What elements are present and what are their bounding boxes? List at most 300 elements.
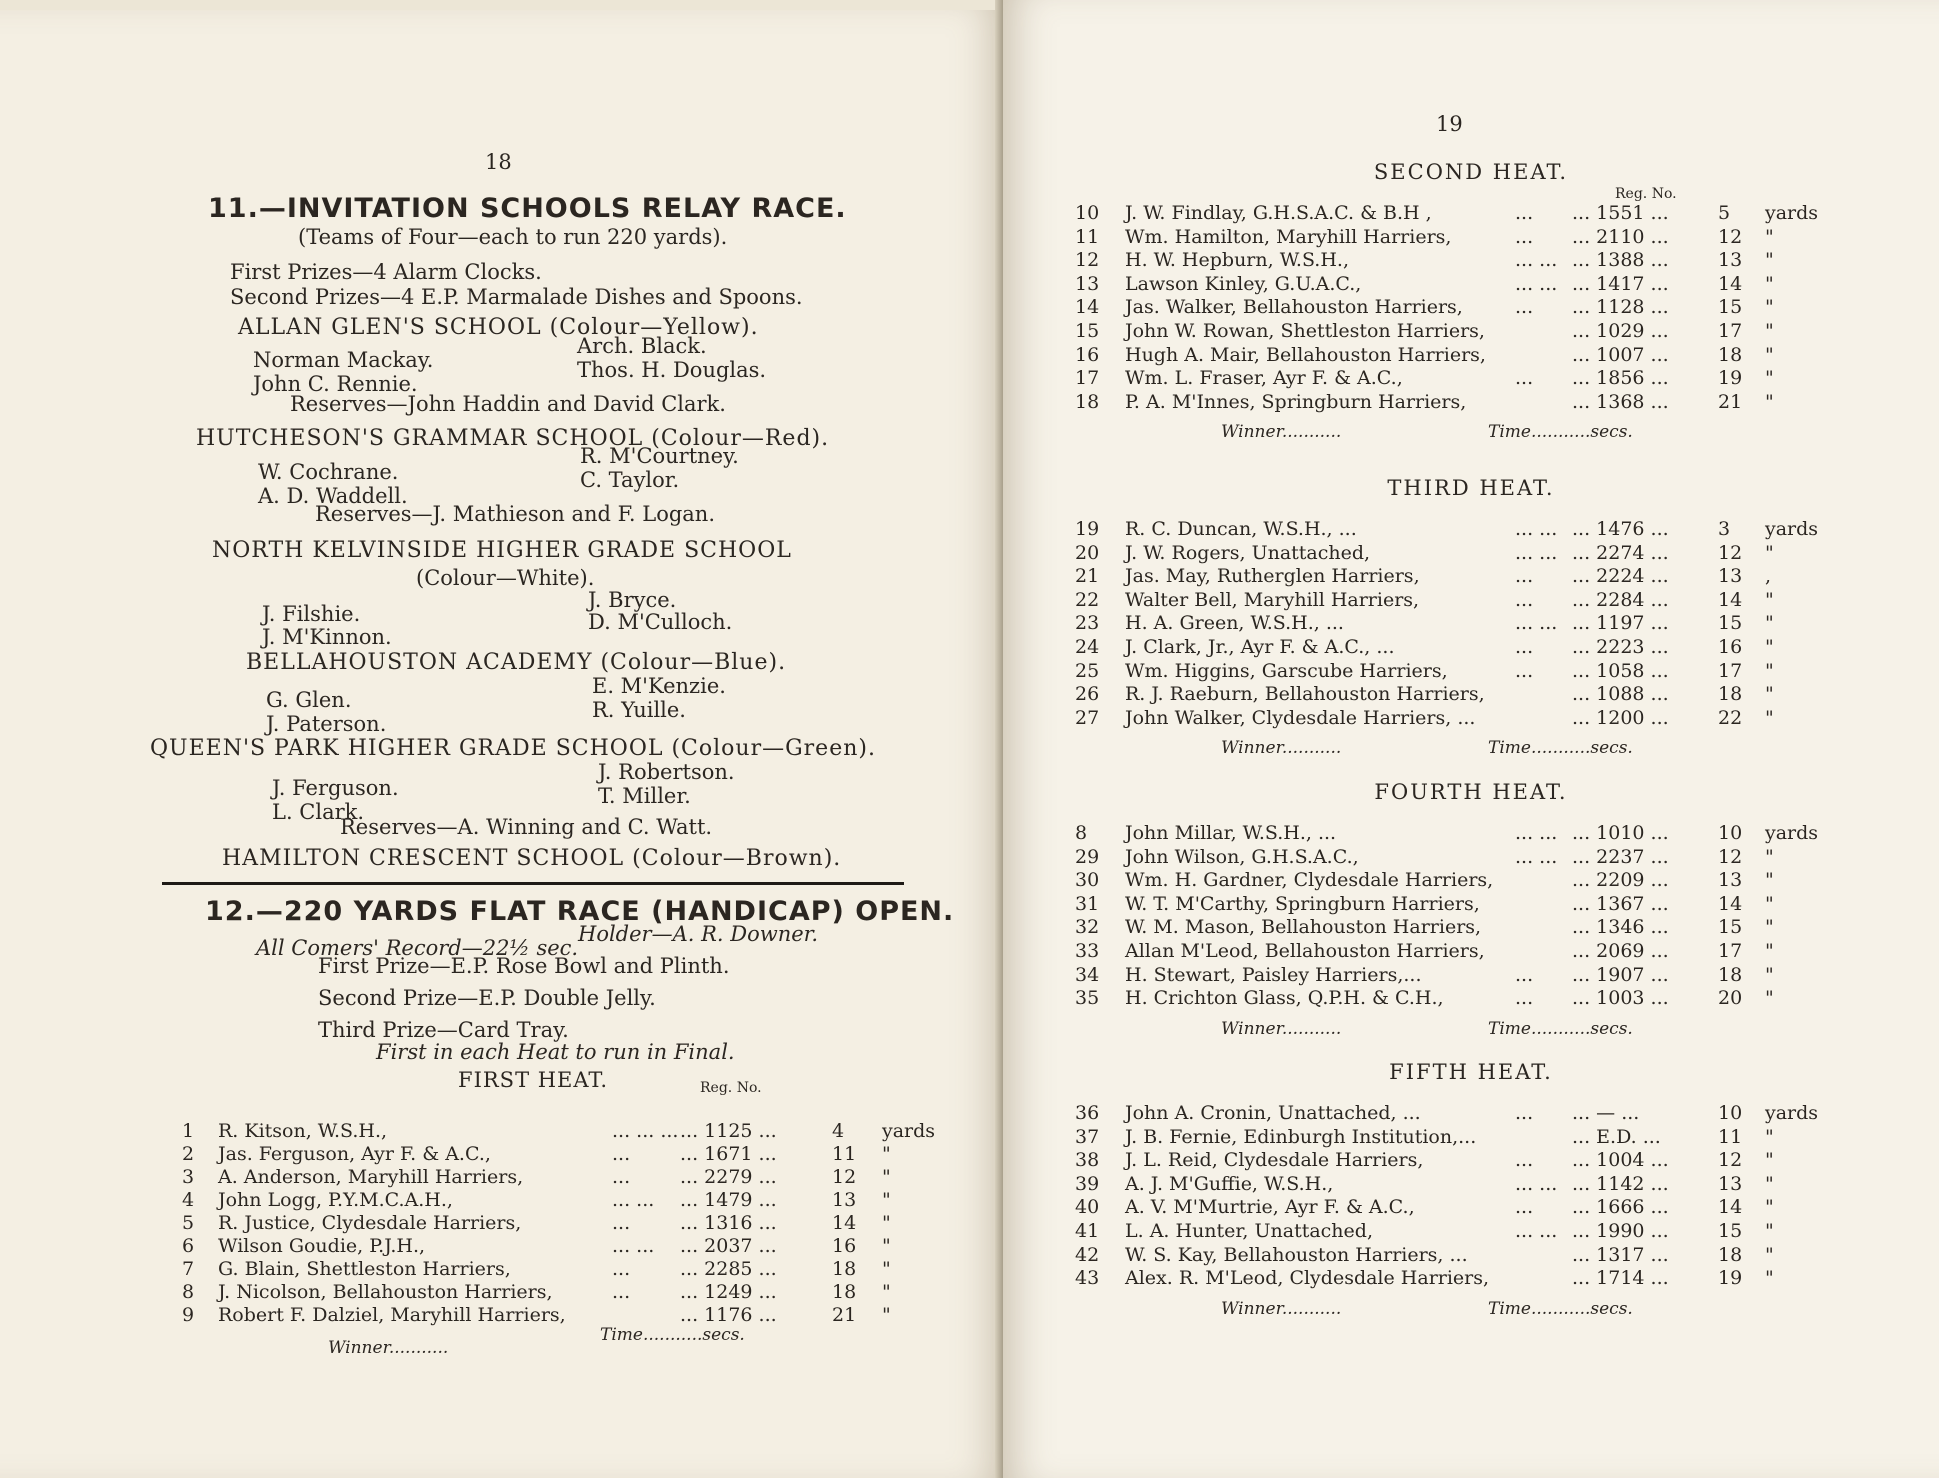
- registration-number: ... 1142 ...: [1572, 1172, 1669, 1195]
- handicap-unit: ": [1765, 296, 1774, 319]
- handicap-yards: 17: [1718, 320, 1743, 342]
- registration-number: ... 1388 ...: [1572, 249, 1669, 272]
- handicap-yards: 15: [1718, 916, 1743, 939]
- entry-number: 1: [182, 1120, 195, 1142]
- entry-number: 6: [182, 1235, 195, 1257]
- page-number: 18: [485, 150, 512, 174]
- registration-number: ... 1671 ...: [680, 1143, 777, 1165]
- handicap-yards: 19: [1718, 367, 1743, 390]
- handicap-yards: 15: [1718, 296, 1743, 319]
- registration-number: ... 1058 ...: [1572, 659, 1669, 682]
- handicap-unit: ": [882, 1189, 891, 1211]
- page-number: 19: [1436, 112, 1463, 136]
- entry-number: 2: [182, 1143, 195, 1165]
- athlete-name: Hugh A. Mair, Bellahouston Harriers,: [1125, 343, 1486, 366]
- registration-number: ... 2274 ...: [1572, 541, 1669, 564]
- registration-number: ... 1007 ...: [1572, 343, 1669, 366]
- athlete-name: Wm. Hamilton, Maryhill Harriers,: [1125, 225, 1452, 248]
- handicap-yards: 15: [1718, 1220, 1743, 1242]
- registration-number: ... 1551 ...: [1572, 202, 1669, 224]
- registration-number: ... 1316 ...: [680, 1212, 777, 1234]
- handicap-unit: yards: [1765, 202, 1819, 224]
- handicap-unit: ": [1765, 1220, 1774, 1242]
- athlete-name: J. W. Findlay, G.H.S.A.C. & B.H ,: [1125, 202, 1432, 224]
- registration-number: ... 2285 ...: [680, 1258, 777, 1280]
- handicap-yards: 21: [832, 1304, 857, 1326]
- athlete-name: J. L. Reid, Clydesdale Harriers,: [1125, 1149, 1424, 1172]
- registration-number: ... 1128 ...: [1572, 296, 1669, 319]
- handicap-yards: 18: [1718, 683, 1743, 706]
- entry-number: 15: [1075, 320, 1100, 342]
- registration-number: ... 2279 ...: [680, 1166, 777, 1188]
- handicap-yards: 5: [1718, 202, 1731, 224]
- registration-number: ... 2237 ...: [1572, 845, 1669, 868]
- athlete-name: Robert F. Dalziel, Maryhill Harriers,: [218, 1304, 566, 1326]
- registration-number: ... 1714 ...: [1572, 1267, 1669, 1290]
- entry-number: 34: [1075, 963, 1100, 986]
- leader-dots: ... ...: [1515, 845, 1558, 868]
- team-member: J. Paterson.: [266, 712, 387, 736]
- handicap-yards: 18: [832, 1281, 857, 1303]
- handicap-yards: 12: [1718, 225, 1743, 248]
- record: All Comers' Record—22½ sec.: [256, 936, 579, 960]
- registration-number: ... 1856 ...: [1572, 367, 1669, 390]
- registration-number: ... 1990 ...: [1572, 1220, 1669, 1242]
- handicap-unit: ": [1765, 1243, 1774, 1266]
- athlete-name: Wm. H. Gardner, Clydesdale Harriers,: [1125, 869, 1494, 892]
- handicap-unit: ": [1765, 683, 1774, 706]
- entry-number: 16: [1075, 343, 1100, 366]
- handicap-yards: 20: [1718, 987, 1743, 1010]
- time-line: Time...........secs.: [600, 1325, 745, 1345]
- team-member: J. Filshie.: [262, 602, 361, 626]
- school-colour: (Colour—White).: [416, 566, 595, 590]
- entry-number: 38: [1075, 1149, 1100, 1172]
- school-name: NORTH KELVINSIDE HIGHER GRADE SCHOOL: [212, 538, 792, 563]
- handicap-unit: ": [882, 1281, 891, 1303]
- athlete-name: J. Clark, Jr., Ayr F. & A.C., ...: [1125, 636, 1395, 658]
- handicap-unit: ": [1765, 706, 1774, 729]
- section-divider: [162, 882, 904, 885]
- prize: First Prize—E.P. Rose Bowl and Plinth.: [318, 954, 730, 978]
- leader-dots: ... ...: [1515, 822, 1558, 844]
- team-member: Norman Mackay.: [253, 348, 434, 372]
- athlete-name: John Millar, W.S.H., ...: [1125, 822, 1337, 844]
- leader-dots: ... ...: [1515, 272, 1558, 295]
- entry-number: 29: [1075, 845, 1100, 868]
- registration-number: ... 1368 ...: [1572, 390, 1669, 413]
- handicap-yards: 18: [1718, 1243, 1743, 1266]
- athlete-name: L. A. Hunter, Unattached,: [1125, 1220, 1373, 1242]
- leader-dots: ... ...: [612, 1235, 655, 1257]
- athlete-name: H. Crichton Glass, Q.P.H. & C.H.,: [1125, 987, 1444, 1010]
- handicap-unit: ": [1765, 343, 1774, 366]
- team-reserves: Reserves—John Haddin and David Clark.: [290, 392, 726, 416]
- handicap-yards: 13: [1718, 869, 1743, 892]
- entry-number: 33: [1075, 940, 1100, 962]
- reg-no-header: Reg. No.: [700, 1080, 762, 1096]
- entry-number: 22: [1075, 588, 1100, 611]
- handicap-yards: 17: [1718, 940, 1743, 962]
- heat-title: SECOND HEAT.: [1373, 160, 1569, 184]
- registration-number: ... 1417 ...: [1572, 272, 1669, 295]
- athlete-name: H. Stewart, Paisley Harriers,...: [1125, 963, 1422, 986]
- handicap-unit: ": [1765, 892, 1774, 915]
- handicap-unit: yards: [882, 1120, 936, 1142]
- entry-number: 31: [1075, 892, 1100, 915]
- registration-number: ... 2069 ...: [1572, 940, 1669, 962]
- handicap-unit: ": [1765, 612, 1774, 635]
- handicap-unit: yards: [1765, 822, 1819, 844]
- relay-second-prizes: Second Prizes—4 E.P. Marmalade Dishes and Spoons.: [230, 285, 803, 309]
- team-member: G. Glen.: [266, 688, 352, 712]
- leader-dots: ... ...: [1515, 1220, 1558, 1242]
- entry-number: 4: [182, 1189, 195, 1211]
- handicap-unit: ": [1765, 940, 1774, 962]
- registration-number: ... 1088 ...: [1572, 683, 1669, 706]
- handicap-yards: 3: [1718, 518, 1731, 540]
- handicap-yards: 19: [1718, 1267, 1743, 1290]
- athlete-name: John Wilson, G.H.S.A.C.,: [1125, 845, 1359, 868]
- entry-number: 3: [182, 1166, 195, 1188]
- athlete-name: Lawson Kinley, G.U.A.C.,: [1125, 272, 1362, 295]
- athlete-name: J. Nicolson, Bellahouston Harriers,: [218, 1281, 553, 1303]
- entry-number: 14: [1075, 296, 1100, 319]
- handicap-unit: ": [1765, 659, 1774, 682]
- handicap-unit: ": [1765, 320, 1774, 342]
- handicap-yards: 15: [1718, 612, 1743, 635]
- time-line: Time...........secs.: [1488, 1018, 1633, 1039]
- entry-number: 5: [182, 1212, 195, 1234]
- school-name: HAMILTON CRESCENT SCHOOL (Colour—Brown).: [222, 846, 842, 871]
- handicap-yards: 13: [1718, 249, 1743, 272]
- leader-dots: ...: [1515, 1196, 1534, 1219]
- registration-number: ... 1003 ...: [1572, 987, 1669, 1010]
- winner-line: Winner...........: [1221, 1018, 1342, 1039]
- entry-number: 40: [1075, 1196, 1100, 1219]
- registration-number: ... 1125 ...: [680, 1120, 777, 1142]
- athlete-name: A. V. M'Murtrie, Ayr F. & A.C.,: [1125, 1196, 1415, 1219]
- team-reserves: Reserves—A. Winning and C. Watt.: [340, 815, 713, 839]
- time-line: Time...........secs.: [1488, 422, 1633, 443]
- entry-number: 8: [182, 1281, 195, 1303]
- relay-first-prizes: First Prizes—4 Alarm Clocks.: [230, 260, 542, 284]
- winner-line: Winner...........: [1221, 1298, 1342, 1319]
- entry-number: 23: [1075, 612, 1100, 635]
- handicap-unit: ": [1765, 916, 1774, 939]
- athlete-name: John Walker, Clydesdale Harriers, ...: [1125, 706, 1476, 729]
- handicap-yards: 13: [1718, 1172, 1743, 1195]
- athlete-name: Jas. Walker, Bellahouston Harriers,: [1125, 296, 1463, 319]
- prize: Third Prize—Card Tray.: [318, 1018, 569, 1042]
- entry-number: 42: [1075, 1243, 1100, 1266]
- entry-number: 41: [1075, 1220, 1100, 1242]
- entry-number: 43: [1075, 1267, 1100, 1290]
- prize: Second Prize—E.P. Double Jelly.: [318, 986, 656, 1010]
- handicap-unit: ": [1765, 272, 1774, 295]
- leader-dots: ...: [612, 1143, 631, 1165]
- team-member: L. Clark.: [272, 800, 365, 824]
- handicap-yards: 13: [832, 1189, 857, 1211]
- entry-number: 9: [182, 1304, 195, 1326]
- registration-number: ... 1476 ...: [1572, 518, 1669, 540]
- entry-number: 24: [1075, 636, 1100, 658]
- leader-dots: ...: [1515, 963, 1534, 986]
- team-member: D. M'Culloch.: [588, 610, 733, 634]
- handicap-yards: 4: [832, 1120, 845, 1142]
- athlete-name: Alex. R. M'Leod, Clydesdale Harriers,: [1125, 1267, 1490, 1290]
- team-member: J. M'Kinnon.: [262, 625, 392, 649]
- entry-number: 11: [1075, 225, 1100, 248]
- athlete-name: W. T. M'Carthy, Springburn Harriers,: [1125, 892, 1480, 915]
- handicap-unit: ": [882, 1212, 891, 1234]
- handicap-yards: 11: [832, 1143, 857, 1165]
- registration-number: ... 1249 ...: [680, 1281, 777, 1303]
- winner-line: Winner...........: [1221, 422, 1342, 443]
- leader-dots: ...: [1515, 588, 1534, 611]
- leader-dots: ...: [1515, 659, 1534, 682]
- athlete-name: R. J. Raeburn, Bellahouston Harriers,: [1125, 683, 1485, 706]
- athlete-name: J. W. Rogers, Unattached,: [1125, 541, 1371, 564]
- school-name: ALLAN GLEN'S SCHOOL (Colour—Yellow).: [238, 315, 759, 340]
- handicap-unit: ": [1765, 1172, 1774, 1195]
- entry-number: 39: [1075, 1172, 1100, 1195]
- team-member: A. D. Waddell.: [258, 484, 408, 508]
- entry-number: 26: [1075, 683, 1100, 706]
- handicap-unit: ": [882, 1235, 891, 1257]
- registration-number: ... 1176 ...: [680, 1304, 777, 1326]
- team-member: R. M'Courtney.: [580, 444, 739, 468]
- athlete-name: Allan M'Leod, Bellahouston Harriers,: [1125, 940, 1485, 962]
- registration-number: ... 1317 ...: [1572, 1243, 1669, 1266]
- athlete-name: Walter Bell, Maryhill Harriers,: [1125, 588, 1420, 611]
- relay-subtitle: (Teams of Four—each to run 220 yards).: [298, 225, 728, 249]
- heat-title: FIFTH HEAT.: [1389, 1060, 1553, 1084]
- entry-number: 13: [1075, 272, 1100, 295]
- handicap-yards: 13: [1718, 565, 1743, 588]
- handicap-yards: 14: [1718, 272, 1743, 295]
- handicap-unit: ": [882, 1258, 891, 1280]
- leader-dots: ... ...: [1515, 612, 1558, 635]
- entry-number: 10: [1075, 202, 1100, 224]
- athlete-name: A. Anderson, Maryhill Harriers,: [218, 1166, 524, 1188]
- athlete-name: R. Justice, Clydesdale Harriers,: [218, 1212, 522, 1234]
- registration-number: ... 2037 ...: [680, 1235, 777, 1257]
- athlete-name: H. W. Hepburn, W.S.H.,: [1125, 249, 1349, 272]
- handicap-unit: ": [1765, 845, 1774, 868]
- entry-number: 35: [1075, 987, 1100, 1010]
- athlete-name: Jas. May, Rutherglen Harriers,: [1125, 565, 1420, 588]
- athlete-name: W. S. Kay, Bellahouston Harriers, ...: [1125, 1243, 1468, 1266]
- time-line: Time...........secs.: [1488, 738, 1633, 759]
- leader-dots: ...: [1515, 367, 1534, 390]
- athlete-name: H. A. Green, W.S.H., ...: [1125, 612, 1344, 635]
- handicap-yards: 22: [1718, 706, 1743, 729]
- athlete-name: John W. Rowan, Shettleston Harriers,: [1125, 320, 1485, 342]
- leader-dots: ... ...: [1515, 249, 1558, 272]
- leader-dots: ... ...: [612, 1189, 655, 1211]
- handicap-yards: 16: [832, 1235, 857, 1257]
- handicap-unit: ": [1765, 636, 1774, 658]
- athlete-name: John Logg, P.Y.M.C.A.H.,: [218, 1189, 453, 1211]
- handicap-unit: ": [1765, 541, 1774, 564]
- handicap-yards: 12: [1718, 845, 1743, 868]
- handicap-yards: 18: [1718, 963, 1743, 986]
- leader-dots: ...: [1515, 1102, 1534, 1124]
- entry-number: 32: [1075, 916, 1100, 939]
- school-name: BELLAHOUSTON ACADEMY (Colour—Blue).: [246, 650, 787, 675]
- handicap-yards: 14: [1718, 892, 1743, 915]
- entry-number: 37: [1075, 1125, 1100, 1148]
- handicap-yards: 10: [1718, 822, 1743, 844]
- handicap-yards: 14: [832, 1212, 857, 1234]
- athlete-name: W. M. Mason, Bellahouston Harriers,: [1125, 916, 1482, 939]
- entry-number: 17: [1075, 367, 1100, 390]
- entry-number: 19: [1075, 518, 1100, 540]
- handicap-unit: ": [1765, 869, 1774, 892]
- athlete-name: A. J. M'Guffie, W.S.H.,: [1125, 1172, 1334, 1195]
- handicap-unit: ": [1765, 1267, 1774, 1290]
- entry-number: 20: [1075, 541, 1100, 564]
- heat-title: THIRD HEAT.: [1387, 476, 1555, 500]
- leader-dots: ...: [1515, 1149, 1534, 1172]
- registration-number: ... 2110 ...: [1572, 225, 1669, 248]
- flat-race-title: 12.—220 YARDS FLAT RACE (HANDICAP) OPEN.: [205, 896, 955, 927]
- leader-dots: ...: [612, 1258, 631, 1280]
- entry-number: 25: [1075, 659, 1100, 682]
- handicap-yards: 11: [1718, 1125, 1743, 1148]
- entry-number: 7: [182, 1258, 195, 1280]
- final-note: First in each Heat to run in Final.: [376, 1040, 735, 1064]
- athlete-name: J. B. Fernie, Edinburgh Institution,...: [1125, 1125, 1477, 1148]
- athlete-name: R. Kitson, W.S.H.,: [218, 1120, 388, 1142]
- leader-dots: ...: [1515, 225, 1534, 248]
- team-member: J. Robertson.: [598, 760, 735, 784]
- registration-number: ... 1666 ...: [1572, 1196, 1669, 1219]
- heat-title: FOURTH HEAT.: [1374, 780, 1568, 804]
- handicap-yards: 21: [1718, 390, 1743, 413]
- handicap-unit: ": [1765, 225, 1774, 248]
- relay-race-title: 11.—INVITATION SCHOOLS RELAY RACE.: [208, 193, 847, 224]
- handicap-unit: ": [1765, 1149, 1774, 1172]
- team-member: W. Cochrane.: [258, 460, 399, 484]
- registration-number: ... 2224 ...: [1572, 565, 1669, 588]
- winner-line: Winner...........: [328, 1338, 449, 1358]
- handicap-yards: 12: [1718, 541, 1743, 564]
- handicap-unit: ": [1765, 1125, 1774, 1148]
- handicap-unit: ": [1765, 249, 1774, 272]
- registration-number: ... 2223 ...: [1572, 636, 1669, 658]
- registration-number: ... 2284 ...: [1572, 588, 1669, 611]
- leader-dots: ... ...: [1515, 518, 1558, 540]
- team-member: John C. Rennie.: [253, 372, 418, 396]
- registration-number: ... 1479 ...: [680, 1189, 777, 1211]
- entry-number: 36: [1075, 1102, 1100, 1124]
- entry-number: 12: [1075, 249, 1100, 272]
- leader-dots: ...: [1515, 565, 1534, 588]
- winner-line: Winner...........: [1221, 738, 1342, 759]
- team-reserves: Reserves—J. Mathieson and F. Logan.: [315, 502, 716, 526]
- registration-number: ... E.D. ...: [1572, 1125, 1661, 1148]
- leader-dots: ...: [1515, 202, 1534, 224]
- athlete-name: R. C. Duncan, W.S.H., ...: [1125, 518, 1357, 540]
- handicap-unit: yards: [1765, 518, 1819, 540]
- leader-dots: ... ...: [1515, 541, 1558, 564]
- registration-number: ... 1004 ...: [1572, 1149, 1669, 1172]
- leader-dots: ...: [612, 1212, 631, 1234]
- athlete-name: P. A. M'Innes, Springburn Harriers,: [1125, 390, 1467, 413]
- time-line: Time...........secs.: [1488, 1298, 1633, 1319]
- school-name: QUEEN'S PARK HIGHER GRADE SCHOOL (Colour—Green).: [150, 736, 876, 761]
- handicap-yards: 17: [1718, 659, 1743, 682]
- leader-dots: ...: [612, 1281, 631, 1303]
- entry-number: 21: [1075, 565, 1100, 588]
- registration-number: ... 1907 ...: [1572, 963, 1669, 986]
- handicap-unit: yards: [1765, 1102, 1819, 1124]
- team-member: Thos. H. Douglas.: [577, 358, 767, 382]
- handicap-yards: 14: [1718, 588, 1743, 611]
- handicap-unit: ": [1765, 367, 1774, 390]
- registration-number: ... 1010 ...: [1572, 822, 1669, 844]
- athlete-name: Jas. Ferguson, Ayr F. & A.C.,: [218, 1143, 491, 1165]
- athlete-name: Wilson Goudie, P.J.H.,: [218, 1235, 426, 1257]
- team-member: Arch. Black.: [577, 334, 707, 358]
- team-member: T. Miller.: [598, 784, 691, 808]
- handicap-unit: ": [1765, 987, 1774, 1010]
- leader-dots: ...: [1515, 636, 1534, 658]
- entry-number: 18: [1075, 390, 1100, 413]
- handicap-unit: ,: [1765, 565, 1772, 588]
- reg-no-header: Reg. No.: [1615, 186, 1677, 202]
- team-member: C. Taylor.: [580, 468, 680, 492]
- registration-number: ... 2209 ...: [1572, 869, 1669, 892]
- team-member: J. Ferguson.: [272, 776, 399, 800]
- registration-number: ... 1367 ...: [1572, 892, 1669, 915]
- handicap-unit: ": [882, 1304, 891, 1326]
- record-holder: Holder—A. R. Downer.: [578, 922, 819, 946]
- leader-dots: ... ... ...: [612, 1120, 679, 1142]
- right-page: [1003, 0, 1939, 1478]
- handicap-yards: 12: [832, 1166, 857, 1188]
- entry-number: 8: [1075, 822, 1088, 844]
- school-name: HUTCHESON'S GRAMMAR SCHOOL (Colour—Red).: [196, 426, 830, 451]
- team-member: E. M'Kenzie.: [592, 674, 726, 698]
- registration-number: ... 1197 ...: [1572, 612, 1669, 635]
- handicap-yards: 14: [1718, 1196, 1743, 1219]
- registration-number: ... 1346 ...: [1572, 916, 1669, 939]
- entry-number: 30: [1075, 869, 1100, 892]
- handicap-unit: ": [1765, 1196, 1774, 1219]
- registration-number: ... 1200 ...: [1572, 706, 1669, 729]
- handicap-yards: 12: [1718, 1149, 1743, 1172]
- athlete-name: Wm. L. Fraser, Ayr F. & A.C.,: [1125, 367, 1403, 390]
- handicap-yards: 18: [832, 1258, 857, 1280]
- handicap-yards: 16: [1718, 636, 1743, 658]
- leader-dots: ...: [612, 1166, 631, 1188]
- athlete-name: G. Blain, Shettleston Harriers,: [218, 1258, 511, 1280]
- handicap-unit: ": [882, 1143, 891, 1165]
- handicap-unit: ": [1765, 963, 1774, 986]
- athlete-name: Wm. Higgins, Garscube Harriers,: [1125, 659, 1448, 682]
- team-member: R. Yuille.: [592, 698, 686, 722]
- handicap-yards: 10: [1718, 1102, 1743, 1124]
- team-member: J. Bryce.: [588, 588, 677, 612]
- leader-dots: ...: [1515, 987, 1534, 1010]
- registration-number: ... 1029 ...: [1572, 320, 1669, 342]
- entry-number: 27: [1075, 706, 1100, 729]
- handicap-yards: 18: [1718, 343, 1743, 366]
- heat-title: FIRST HEAT.: [458, 1068, 609, 1092]
